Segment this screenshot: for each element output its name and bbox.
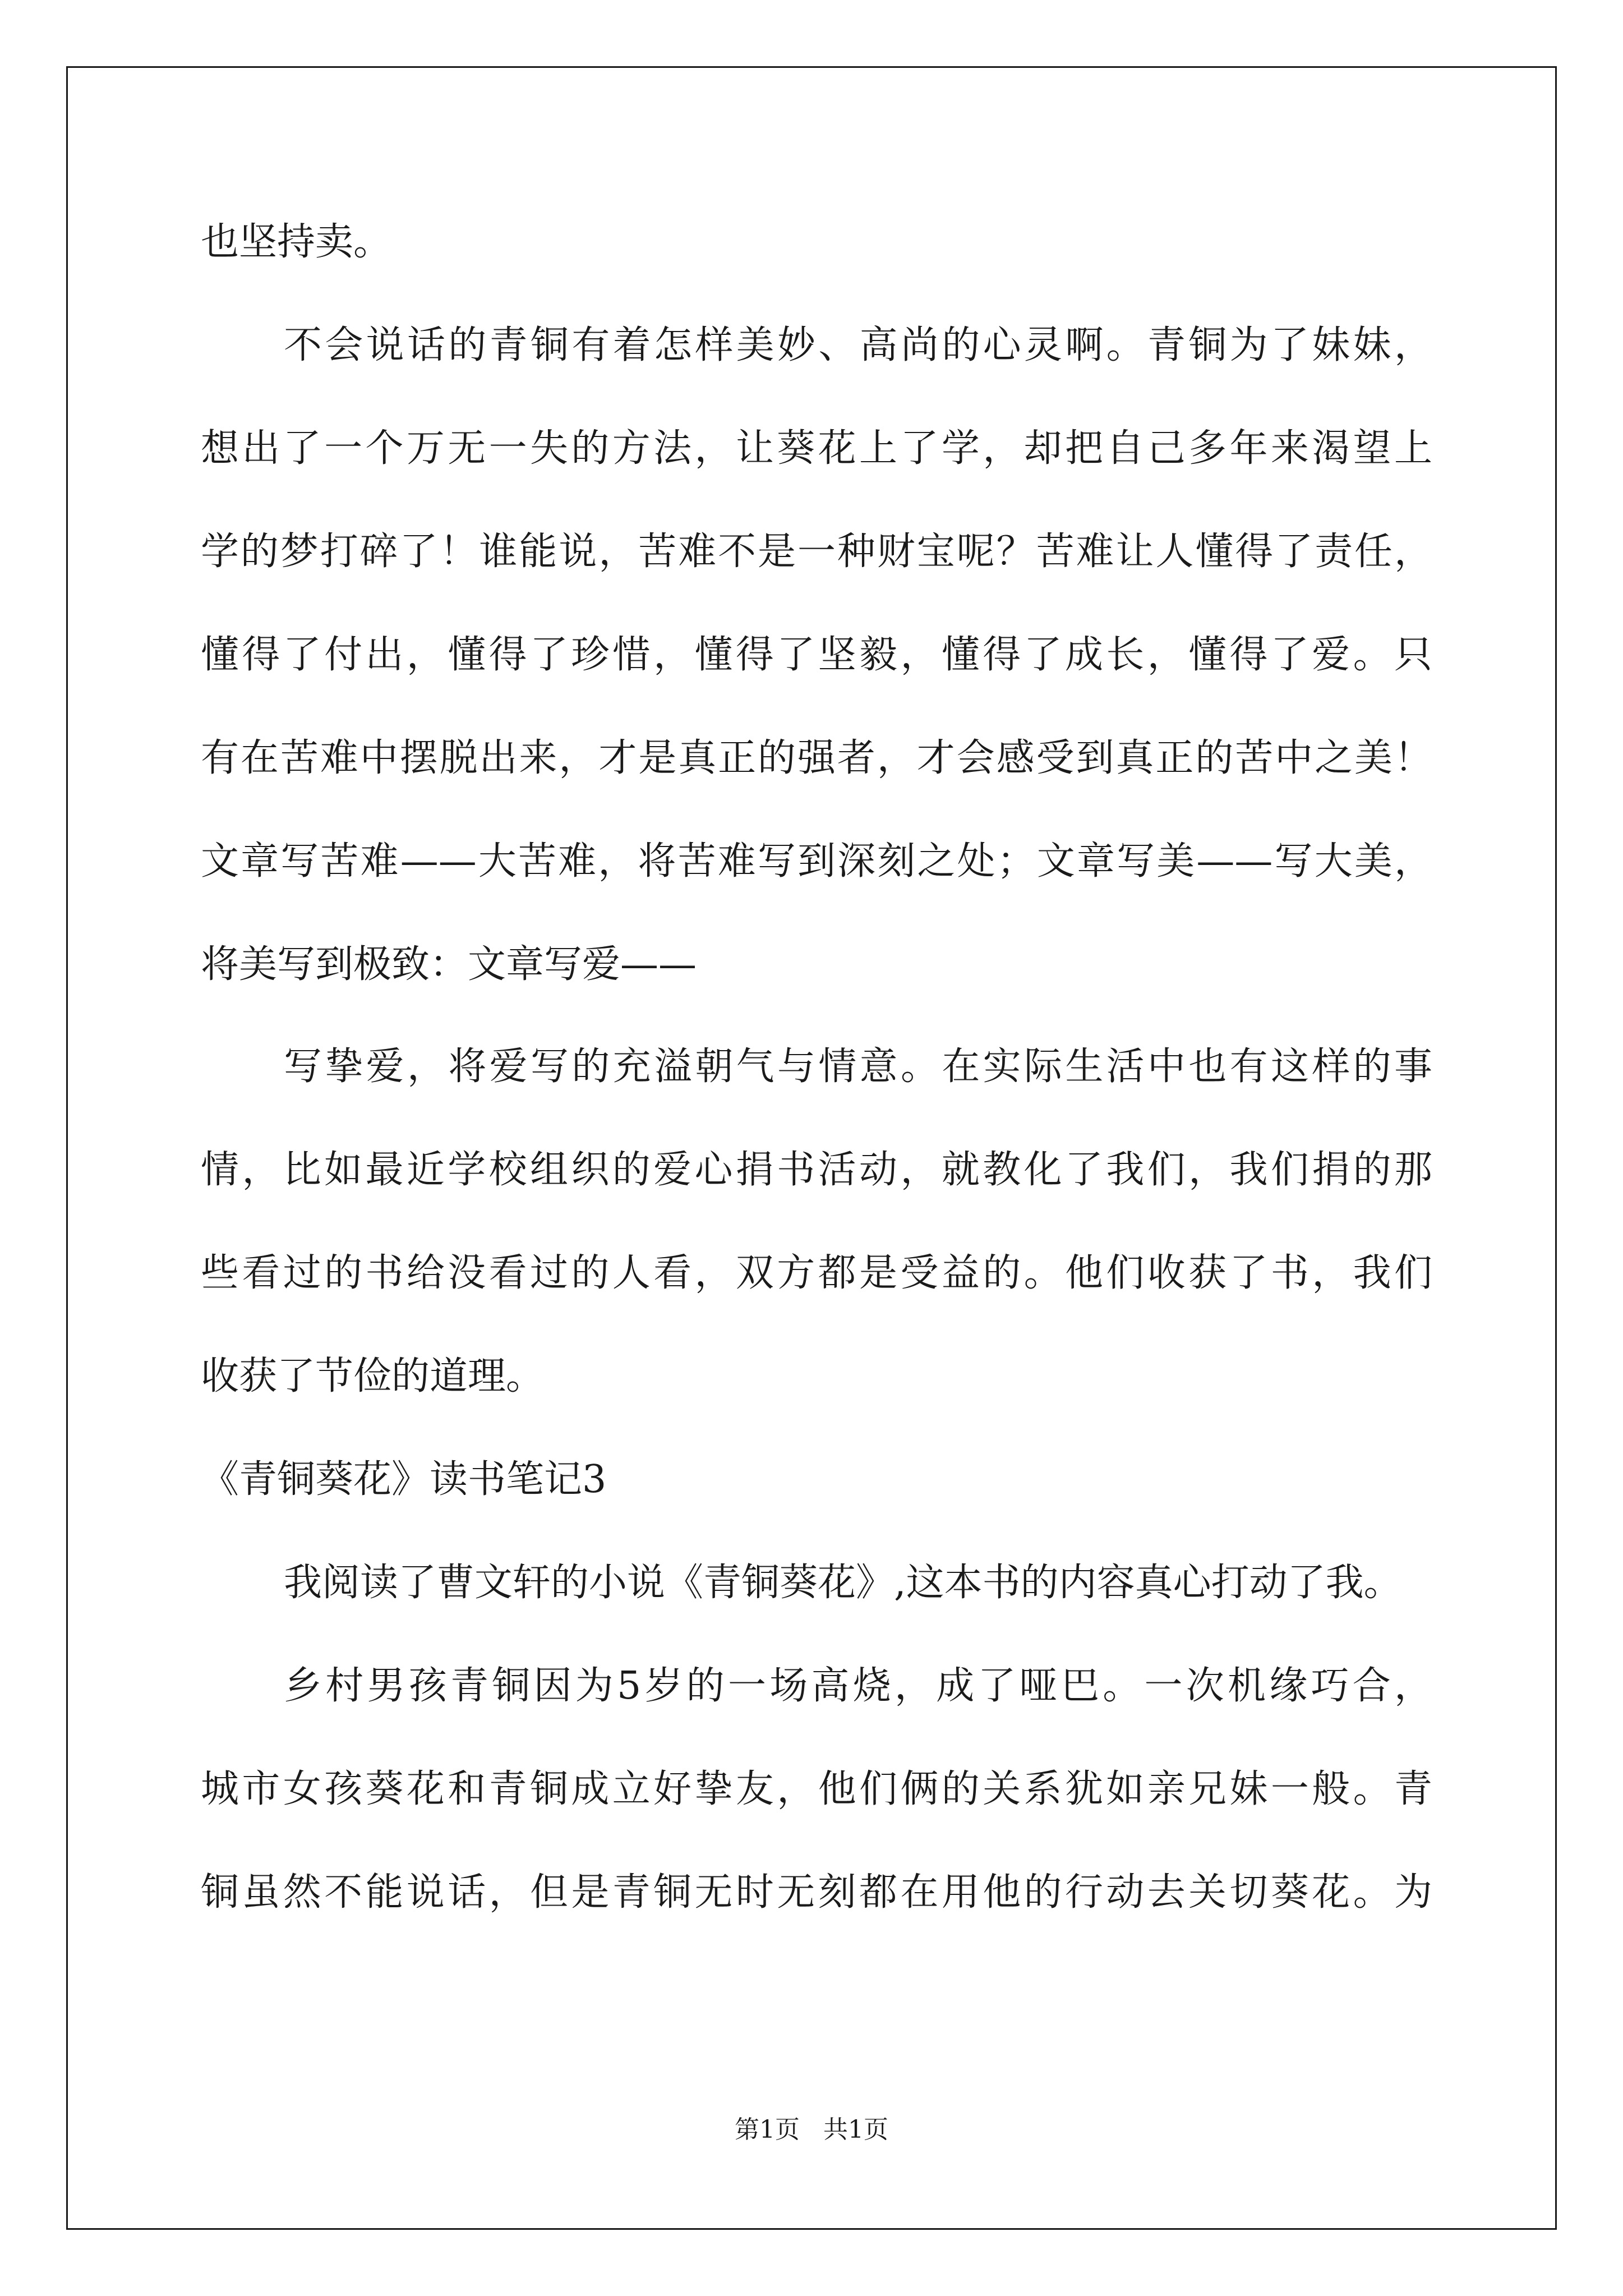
text-line: 些看过的书给没看过的人看，双方都是受益的。他们收获了书，我们 xyxy=(201,1251,1432,1295)
text-line: 乡村男孩青铜因为5岁的一场高烧，成了哑巴。一次机缘巧合， xyxy=(284,1664,1432,1708)
text-line: 文章写苦难——大苦难，将苦难写到深刻之处；文章写美——写大美， xyxy=(201,839,1432,884)
text-line: 学的梦打碎了！谁能说，苦难不是一种财宝呢？苦难让人懂得了责任， xyxy=(201,530,1432,574)
text-line: 收获了节俭的道理。 xyxy=(201,1354,545,1398)
text-line: 将美写到极致：文章写爱—— xyxy=(201,942,697,987)
text-line: 想出了一个万无一失的方法，让葵花上了学，却把自己多年来渴望上 xyxy=(201,426,1432,471)
text-line: 城市女孩葵花和青铜成立好挚友，他们俩的关系犹如亲兄妹一般。青 xyxy=(201,1767,1432,1811)
text-line: 也坚持卖。 xyxy=(201,220,392,264)
text-line: 我阅读了曹文轩的小说《青铜葵花》,这本书的内容真心打动了我。 xyxy=(284,1561,1402,1605)
text-line: 铜虽然不能说话，但是青铜无时无刻都在用他的行动去关切葵花。为 xyxy=(201,1870,1432,1915)
text-line: 写挚爱，将爱写的充溢朝气与情意。在实际生活中也有这样的事 xyxy=(284,1045,1432,1089)
text-line: 情，比如最近学校组织的爱心捐书活动，就教化了我们，我们捐的那 xyxy=(201,1148,1432,1192)
page-footer xyxy=(0,2109,1623,2145)
page-number: 第1页 xyxy=(735,2115,800,2144)
text-line: 不会说话的青铜有着怎样美妙、高尚的心灵啊。青铜为了妹妹， xyxy=(284,323,1432,367)
section-heading: 《青铜葵花》读书笔记3 xyxy=(201,1457,607,1502)
text-line: 有在苦难中摆脱出来，才是真正的强者，才会感受到真正的苦中之美！ xyxy=(201,736,1432,780)
text-line: 懂得了付出，懂得了珍惜，懂得了坚毅，懂得了成长，懂得了爱。只 xyxy=(201,633,1432,677)
page-total: 共1页 xyxy=(823,2115,888,2144)
